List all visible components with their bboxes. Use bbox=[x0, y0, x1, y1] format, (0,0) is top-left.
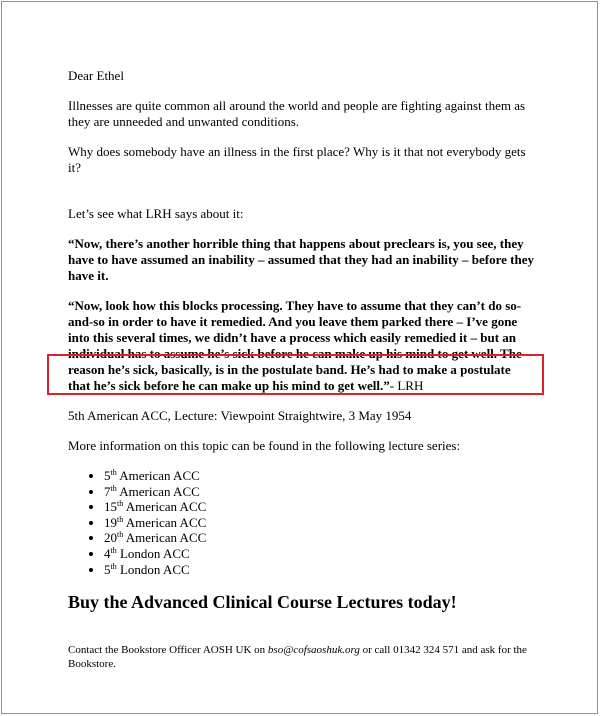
quote-source: 5th American ACC, Lecture: Viewpoint Straightwire, 3 May 1954 bbox=[68, 408, 412, 423]
list-item: • 20th American ACC bbox=[104, 530, 534, 546]
contact-paragraph: Contact the Bookstore Officer AOSH UK on bso@cofsaoshuk.org or call 01342 324 571 and ask for the Bookstore. bbox=[68, 644, 527, 671]
intro-paragraph: Illnesses are quite common all around the world and people are fighting against them as they are unneeded and unwanted conditions. bbox=[68, 98, 526, 129]
letter-body bbox=[68, 68, 534, 671]
question-paragraph: Why does somebody have an illness in the first place? Why is it that not everybody gets it? bbox=[68, 144, 526, 175]
lead-paragraph: Let’s see what LRH says about it: bbox=[68, 206, 244, 221]
list-item: • 15th American ACC bbox=[104, 499, 534, 515]
list-item: • 19th American ACC bbox=[104, 515, 534, 531]
call-to-action-heading: Buy the Advanced Clinical Course Lectures today! bbox=[68, 592, 457, 613]
list-item: • 5th American ACC bbox=[104, 468, 534, 484]
quote-second bbox=[68, 298, 534, 394]
more-info: More information on this topic can be found in the following lecture series: bbox=[68, 438, 461, 453]
quote-second-text: “Now, look how this blocks processing. They have to assume that they can’t do so-and-so in order to have it remedied. And you leave them parked there – I’ve gone into this several times, we didn’t have a process which easily remedied it – but an individual has to assume he’s sick before he can make up his mind to get well. The reason he’s sick, basically, is in the postulate band. He’s had to make a postulate that he’s sick before he can make up his mind to get well.” bbox=[68, 298, 522, 393]
list-item: • 7th American ACC bbox=[104, 484, 534, 500]
quote-attribution: - LRH bbox=[389, 378, 424, 393]
list-item: • 5th London ACC bbox=[104, 562, 534, 578]
contact-email: bso@cofsaoshuk.org bbox=[267, 644, 360, 657]
lecture-series-list bbox=[68, 468, 534, 577]
greeting: Dear Ethel bbox=[68, 68, 124, 83]
quote-first: “Now, there’s another horrible thing that happens about preclears is, you see, they have to have assumed an inability – assumed that they had an inability – before they have it. bbox=[68, 236, 535, 283]
letter-page bbox=[1, 1, 598, 714]
list-item: • 4th London ACC bbox=[104, 546, 534, 562]
